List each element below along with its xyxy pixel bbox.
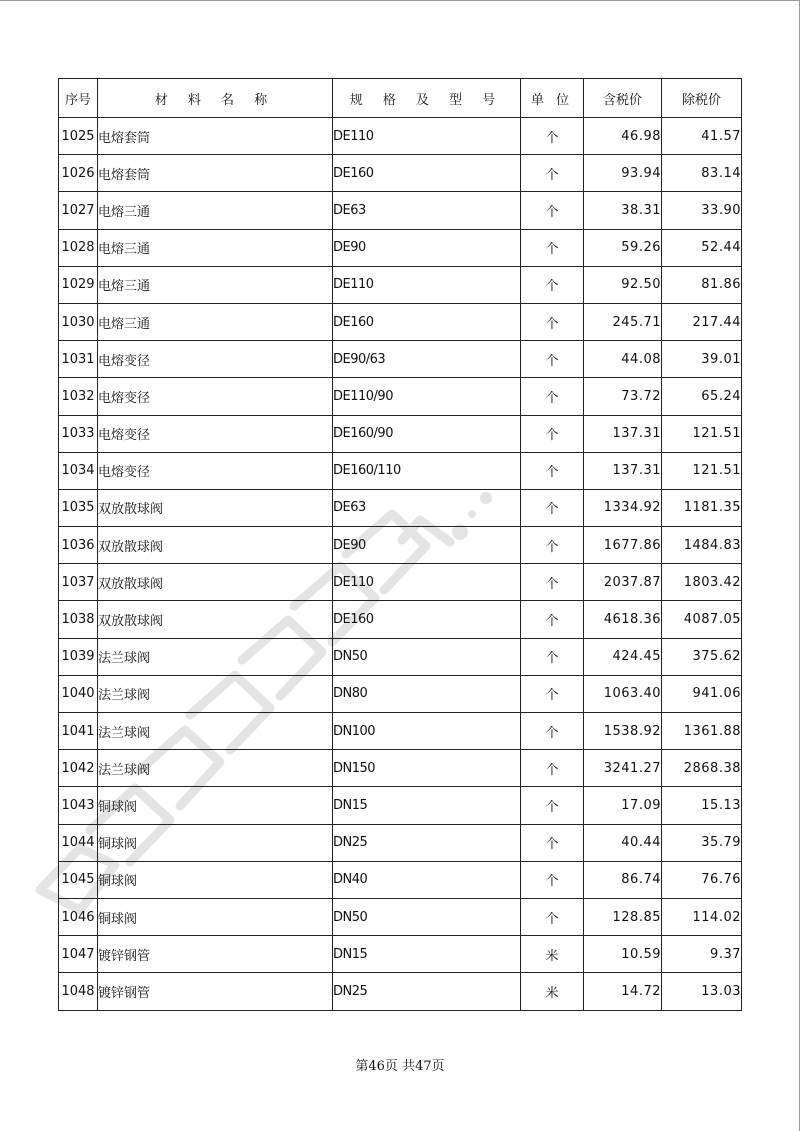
cell-unit: 个 xyxy=(521,155,584,192)
cell-price-excl-tax: 15.13 xyxy=(662,787,742,824)
cell-spec-model: DE160 xyxy=(333,303,521,340)
header-price-incl-tax: 含税价 xyxy=(584,79,662,118)
cell-unit: 个 xyxy=(521,861,584,898)
cell-price-incl-tax: 40.44 xyxy=(584,824,662,861)
cell-unit: 米 xyxy=(521,936,584,973)
cell-material-name: 电熔套筒 xyxy=(98,155,333,192)
cell-price-incl-tax: 1334.92 xyxy=(584,489,662,526)
cell-seq: 1025 xyxy=(59,118,98,155)
cell-price-incl-tax: 137.31 xyxy=(584,415,662,452)
cell-price-incl-tax: 2037.87 xyxy=(584,564,662,601)
cell-seq: 1042 xyxy=(59,750,98,787)
cell-spec-model: DN150 xyxy=(333,750,521,787)
cell-price-excl-tax: 83.14 xyxy=(662,155,742,192)
cell-seq: 1032 xyxy=(59,378,98,415)
cell-spec-model: DE160 xyxy=(333,155,521,192)
cell-seq: 1046 xyxy=(59,898,98,935)
cell-spec-model: DE63 xyxy=(333,489,521,526)
table-row xyxy=(59,564,742,601)
cell-price-excl-tax: 114.02 xyxy=(662,898,742,935)
cell-price-excl-tax: 1181.35 xyxy=(662,489,742,526)
cell-price-incl-tax: 10.59 xyxy=(584,936,662,973)
header-material-name: 材 料 名 称 xyxy=(98,79,333,118)
cell-material-name: 双放散球阀 xyxy=(98,601,333,638)
table-row xyxy=(59,118,742,155)
cell-price-excl-tax: 33.90 xyxy=(662,192,742,229)
cell-seq: 1048 xyxy=(59,973,98,1010)
cell-material-name: 铜球阀 xyxy=(98,898,333,935)
cell-unit: 个 xyxy=(521,415,584,452)
cell-price-incl-tax: 44.08 xyxy=(584,341,662,378)
cell-seq: 1036 xyxy=(59,527,98,564)
cell-price-excl-tax: 121.51 xyxy=(662,415,742,452)
cell-material-name: 电熔变径 xyxy=(98,378,333,415)
cell-spec-model: DE63 xyxy=(333,192,521,229)
cell-price-excl-tax: 1361.88 xyxy=(662,713,742,750)
cell-price-excl-tax: 2868.38 xyxy=(662,750,742,787)
table-body xyxy=(59,118,742,1011)
cell-price-incl-tax: 14.72 xyxy=(584,973,662,1010)
cell-price-excl-tax: 81.86 xyxy=(662,266,742,303)
cell-unit: 个 xyxy=(521,266,584,303)
cell-seq: 1031 xyxy=(59,341,98,378)
table-row xyxy=(59,824,742,861)
cell-price-incl-tax: 92.50 xyxy=(584,266,662,303)
cell-seq: 1047 xyxy=(59,936,98,973)
table-row xyxy=(59,638,742,675)
cell-unit: 个 xyxy=(521,675,584,712)
cell-unit: 个 xyxy=(521,378,584,415)
cell-spec-model: DN100 xyxy=(333,713,521,750)
cell-material-name: 法兰球阀 xyxy=(98,675,333,712)
cell-price-excl-tax: 65.24 xyxy=(662,378,742,415)
header-seq: 序号 xyxy=(59,79,98,118)
cell-price-incl-tax: 3241.27 xyxy=(584,750,662,787)
cell-material-name: 电熔三通 xyxy=(98,229,333,266)
cell-spec-model: DN15 xyxy=(333,787,521,824)
table-row xyxy=(59,936,742,973)
table-row xyxy=(59,601,742,638)
cell-unit: 个 xyxy=(521,824,584,861)
cell-price-incl-tax: 4618.36 xyxy=(584,601,662,638)
cell-price-excl-tax: 39.01 xyxy=(662,341,742,378)
page-border-top xyxy=(0,0,800,1)
table-row xyxy=(59,303,742,340)
cell-price-incl-tax: 245.71 xyxy=(584,303,662,340)
cell-material-name: 双放散球阀 xyxy=(98,489,333,526)
cell-seq: 1038 xyxy=(59,601,98,638)
cell-unit: 个 xyxy=(521,713,584,750)
cell-spec-model: DN50 xyxy=(333,898,521,935)
cell-seq: 1027 xyxy=(59,192,98,229)
cell-price-incl-tax: 1063.40 xyxy=(584,675,662,712)
cell-seq: 1033 xyxy=(59,415,98,452)
cell-price-incl-tax: 86.74 xyxy=(584,861,662,898)
cell-price-incl-tax: 1538.92 xyxy=(584,713,662,750)
cell-seq: 1037 xyxy=(59,564,98,601)
cell-seq: 1044 xyxy=(59,824,98,861)
cell-seq: 1030 xyxy=(59,303,98,340)
table-row xyxy=(59,415,742,452)
cell-material-name: 法兰球阀 xyxy=(98,638,333,675)
cell-spec-model: DE160/90 xyxy=(333,415,521,452)
cell-unit: 个 xyxy=(521,787,584,824)
cell-price-incl-tax: 137.31 xyxy=(584,452,662,489)
table-row xyxy=(59,750,742,787)
table-row xyxy=(59,527,742,564)
table-header-row xyxy=(59,79,742,118)
header-spec-model: 规 格 及 型 号 xyxy=(333,79,521,118)
cell-material-name: 电熔套筒 xyxy=(98,118,333,155)
cell-material-name: 电熔三通 xyxy=(98,192,333,229)
table-row xyxy=(59,229,742,266)
cell-spec-model: DE90/63 xyxy=(333,341,521,378)
cell-spec-model: DE90 xyxy=(333,229,521,266)
cell-seq: 1040 xyxy=(59,675,98,712)
cell-price-excl-tax: 76.76 xyxy=(662,861,742,898)
cell-price-incl-tax: 424.45 xyxy=(584,638,662,675)
cell-spec-model: DE110 xyxy=(333,266,521,303)
cell-seq: 1039 xyxy=(59,638,98,675)
cell-unit: 个 xyxy=(521,118,584,155)
cell-spec-model: DE110 xyxy=(333,564,521,601)
table-row xyxy=(59,192,742,229)
cell-unit: 个 xyxy=(521,898,584,935)
cell-price-incl-tax: 17.09 xyxy=(584,787,662,824)
cell-price-excl-tax: 52.44 xyxy=(662,229,742,266)
cell-unit: 个 xyxy=(521,452,584,489)
cell-price-incl-tax: 128.85 xyxy=(584,898,662,935)
cell-seq: 1026 xyxy=(59,155,98,192)
cell-price-excl-tax: 121.51 xyxy=(662,452,742,489)
cell-material-name: 电熔变径 xyxy=(98,452,333,489)
cell-price-incl-tax: 46.98 xyxy=(584,118,662,155)
cell-unit: 个 xyxy=(521,638,584,675)
cell-price-excl-tax: 9.37 xyxy=(662,936,742,973)
cell-unit: 个 xyxy=(521,303,584,340)
cell-seq: 1028 xyxy=(59,229,98,266)
cell-material-name: 镀锌钢管 xyxy=(98,973,333,1010)
cell-price-incl-tax: 93.94 xyxy=(584,155,662,192)
cell-spec-model: DE110 xyxy=(333,118,521,155)
table-row xyxy=(59,378,742,415)
cell-seq: 1029 xyxy=(59,266,98,303)
cell-material-name: 电熔三通 xyxy=(98,266,333,303)
cell-spec-model: DE90 xyxy=(333,527,521,564)
cell-unit: 个 xyxy=(521,192,584,229)
cell-material-name: 法兰球阀 xyxy=(98,713,333,750)
cell-seq: 1045 xyxy=(59,861,98,898)
cell-unit: 米 xyxy=(521,973,584,1010)
cell-price-incl-tax: 73.72 xyxy=(584,378,662,415)
header-unit: 单 位 xyxy=(521,79,584,118)
cell-spec-model: DE160 xyxy=(333,601,521,638)
cell-price-excl-tax: 13.03 xyxy=(662,973,742,1010)
cell-price-excl-tax: 35.79 xyxy=(662,824,742,861)
cell-seq: 1043 xyxy=(59,787,98,824)
cell-price-incl-tax: 59.26 xyxy=(584,229,662,266)
cell-spec-model: DE110/90 xyxy=(333,378,521,415)
table-row xyxy=(59,452,742,489)
table-row xyxy=(59,898,742,935)
price-table xyxy=(58,78,742,1011)
table-row xyxy=(59,861,742,898)
cell-unit: 个 xyxy=(521,601,584,638)
cell-material-name: 电熔变径 xyxy=(98,415,333,452)
cell-price-excl-tax: 217.44 xyxy=(662,303,742,340)
table-row xyxy=(59,675,742,712)
table-row xyxy=(59,787,742,824)
table-row xyxy=(59,341,742,378)
cell-material-name: 镀锌钢管 xyxy=(98,936,333,973)
cell-material-name: 电熔三通 xyxy=(98,303,333,340)
cell-seq: 1035 xyxy=(59,489,98,526)
cell-price-excl-tax: 41.57 xyxy=(662,118,742,155)
cell-spec-model: DN15 xyxy=(333,936,521,973)
table-row xyxy=(59,489,742,526)
table-row xyxy=(59,973,742,1010)
cell-unit: 个 xyxy=(521,527,584,564)
cell-unit: 个 xyxy=(521,564,584,601)
cell-price-excl-tax: 4087.05 xyxy=(662,601,742,638)
cell-material-name: 铜球阀 xyxy=(98,861,333,898)
table-row xyxy=(59,155,742,192)
header-price-excl-tax: 除税价 xyxy=(662,79,742,118)
cell-spec-model: DE160/110 xyxy=(333,452,521,489)
cell-seq: 1034 xyxy=(59,452,98,489)
cell-price-excl-tax: 1484.83 xyxy=(662,527,742,564)
cell-price-incl-tax: 38.31 xyxy=(584,192,662,229)
table-row xyxy=(59,713,742,750)
cell-unit: 个 xyxy=(521,229,584,266)
table-row xyxy=(59,266,742,303)
cell-material-name: 铜球阀 xyxy=(98,787,333,824)
cell-unit: 个 xyxy=(521,341,584,378)
page-number-footer: 第46页 共47页 xyxy=(355,1059,445,1074)
cell-price-excl-tax: 941.06 xyxy=(662,675,742,712)
cell-spec-model: DN25 xyxy=(333,824,521,861)
cell-material-name: 铜球阀 xyxy=(98,824,333,861)
cell-material-name: 双放散球阀 xyxy=(98,527,333,564)
cell-spec-model: DN25 xyxy=(333,973,521,1010)
cell-material-name: 电熔变径 xyxy=(98,341,333,378)
cell-spec-model: DN50 xyxy=(333,638,521,675)
cell-price-excl-tax: 1803.42 xyxy=(662,564,742,601)
cell-unit: 个 xyxy=(521,750,584,787)
cell-price-excl-tax: 375.62 xyxy=(662,638,742,675)
cell-unit: 个 xyxy=(521,489,584,526)
cell-spec-model: DN40 xyxy=(333,861,521,898)
cell-price-incl-tax: 1677.86 xyxy=(584,527,662,564)
cell-material-name: 双放散球阀 xyxy=(98,564,333,601)
cell-seq: 1041 xyxy=(59,713,98,750)
cell-material-name: 法兰球阀 xyxy=(98,750,333,787)
cell-spec-model: DN80 xyxy=(333,675,521,712)
